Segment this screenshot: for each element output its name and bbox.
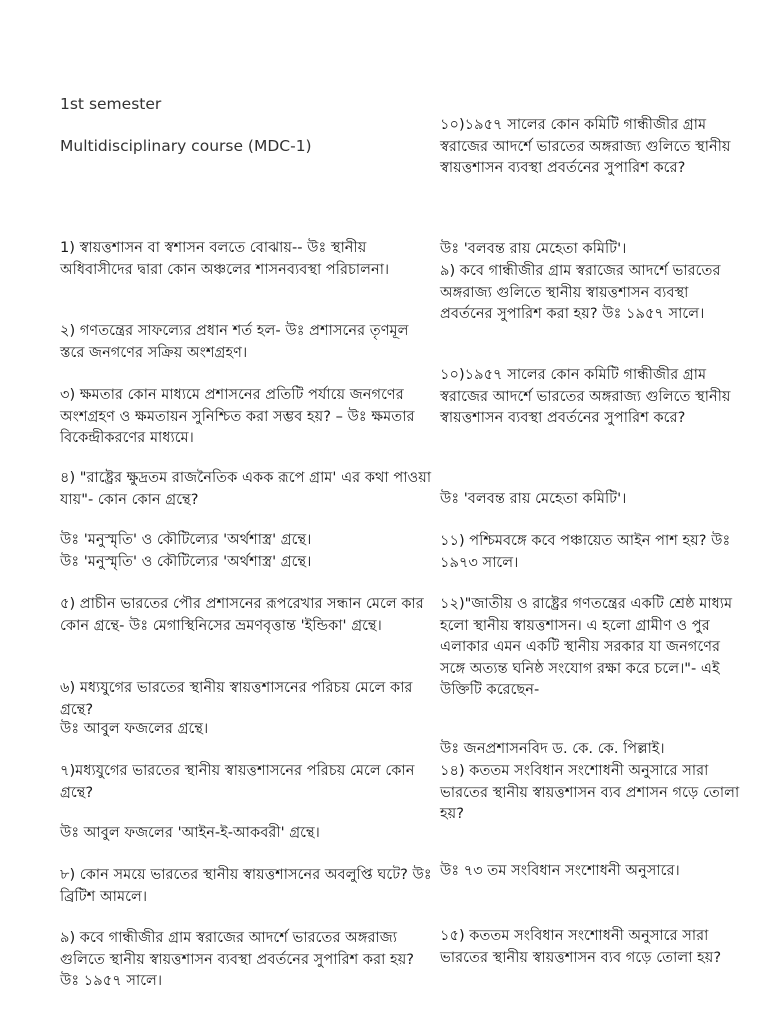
right-paragraph: ৯) কবে গান্ধীজীর গ্রাম স্বরাজের আদর্শে ভারতের অঙ্গরাজ্য গুলিতে স্থানীয় স্বায়ত্তশাসন ব্যবস্থা প্রবর্তনের সুপারিশ করা হয়? উঃ ১৯৫৭ সালে। xyxy=(440,262,721,323)
right-paragraph: ১২)"জাতীয় ও রাষ্ট্রের গণতন্ত্রের একটি শ্রেষ্ঠ মাধ্যম হলো স্থানীয় স্বায়ত্তশাসন। এ হলো গ্রামীণ ও পুর এলাকার এমন একটি স্থানীয় সরকার যা জনগণের সঙ্গে অত্যন্ত ঘনিষ্ঠ সংযোগ রক্ষা করে চলে।"- এই উক্তিটি করেছেন- xyxy=(440,595,733,699)
left-paragraph: ৫) প্রাচীন ভারতের পৌর প্রশাসনের রূপরেখার সন্ধান মেলে কার কোন গ্রন্থে- উঃ মেগাস্থিনিসের ভ্রমণবৃত্তান্ত 'ইন্ডিকা' গ্রন্থে। xyxy=(60,595,424,634)
right-paragraph: ১৫) কততম সংবিধান সংশোধনী অনুসারে সারা ভারতের স্থানীয় স্বায়ত্তশাসন ব্যব গড়ে তোলা হয়? xyxy=(440,927,722,966)
left-paragraph: ৩) ক্ষমতার কোন মাধ্যমে প্রশাসনের প্রতিটি পর্যায়ে জনগণের অংশগ্রহণ ও ক্ষমতায়ন সুনিশ্চিত করা সম্ভব হয়? – উঃ ক্ষমতার বিকেন্দ্রীকরণের মাধ্যমে। xyxy=(60,386,415,447)
left-paragraph: উঃ 'মনুস্মৃতি' ও কৌটিল্যের 'অর্থশাস্ত্র' গ্রন্থে। xyxy=(60,531,312,548)
right-paragraph: উঃ ৭৩ তম সংবিধান সংশোধনী অনুসারে। xyxy=(440,862,680,879)
left-paragraph: ৬) মধ্যযুগের ভারতের স্থানীয় স্বায়ত্তশাসনের পরিচয় মেলে কার গ্রন্থে? xyxy=(60,679,413,718)
left-paragraph: ৮) কোন সময়ে ভারতের স্থানীয় স্বায়ত্তশাসনের অবলুপ্তি ঘটে? উঃ ব্রিটিশ আমলে। xyxy=(60,866,432,905)
right-paragraph: উঃ জনপ্রশাসনবিদ ড. কে. কে. পিল্লাই। xyxy=(440,740,665,757)
right-paragraph: উঃ 'বলবন্ত রায় মেহেতা কমিটি'। xyxy=(440,490,627,507)
left-paragraph: উঃ আবুল ফজলের গ্রন্থে। xyxy=(60,720,209,737)
right-paragraph: ১৪) কততম সংবিধান সংশোধনী অনুসারে সারা ভারতের স্থানীয় স্বায়ত্তশাসন ব্যব প্রশাসন গড়ে তোলা হয়? xyxy=(440,762,740,823)
course-heading: Multidisciplinary course (MDC-1) xyxy=(60,137,312,155)
left-paragraph: উঃ আবুল ফজলের 'আইন-ই-আকবরী' গ্রন্থে। xyxy=(60,824,320,841)
left-paragraph: ২) গণতন্ত্রের সাফল্যের প্রধান শর্ত হল- উঃ প্রশাসনের তৃণমূল স্তরে জনগণের সক্রিয় অংশগ্রহণ। xyxy=(60,322,409,361)
left-paragraph: ৭)মধ্যযুগের ভারতের স্থানীয় স্বায়ত্তশাসনের পরিচয় মেলে কোন গ্রন্থে? xyxy=(60,762,415,801)
right-paragraph: ১০)১৯৫৭ সালের কোন কমিটি গান্ধীজীর গ্রাম স্বরাজের আদর্শে ভারতের অঙ্গরাজ্য গুলিতে স্থানীয় স্বায়ত্তশাসন ব্যবস্থা প্রবর্তনের সুপারিশ করে? xyxy=(440,366,731,427)
semester-heading: 1st semester xyxy=(60,95,162,113)
right-paragraph: ১০)১৯৫৭ সালের কোন কমিটি গান্ধীজীর গ্রাম স্বরাজের আদর্শে ভারতের অঙ্গরাজ্য গুলিতে স্থানীয় স্বায়ত্তশাসন ব্যবস্থা প্রবর্তনের সুপারিশ করে? xyxy=(440,116,731,177)
left-paragraph: ৯) কবে গান্ধীজীর গ্রাম স্বরাজের আদর্শে ভারতের অঙ্গরাজ্য গুলিতে স্থানীয় স্বায়ত্তশাসন ব্যবস্থা প্রবর্তনের সুপারিশ করা হয়? উঃ ১৯৫৭ সালে। xyxy=(60,929,415,990)
left-paragraph: উঃ 'মনুস্মৃতি' ও কৌটিল্যের 'অর্থশাস্ত্র' গ্রন্থে। xyxy=(60,553,312,570)
right-paragraph: উঃ 'বলবন্ত রায় মেহেতা কমিটি'। xyxy=(440,240,627,257)
left-paragraph: ৪) "রাষ্ট্রের ক্ষুদ্রতম রাজনৈতিক একক রূপে গ্রাম' এর কথা পাওয়া যায়"- কোন কোন গ্রন্থে? xyxy=(60,469,432,508)
left-paragraph: 1) স্বায়ত্তশাসন বা স্বশাসন বলতে বোঝায়-- উঃ স্থানীয় অধিবাসীদের দ্বারা কোন অঞ্চলের শাসনব্যবস্থা পরিচালনা। xyxy=(60,239,390,278)
right-paragraph: ১১) পশ্চিমবঙ্গে কবে পঞ্চায়েত আইন পাশ হয়? উঃ ১৯৭৩ সালে। xyxy=(440,532,731,571)
